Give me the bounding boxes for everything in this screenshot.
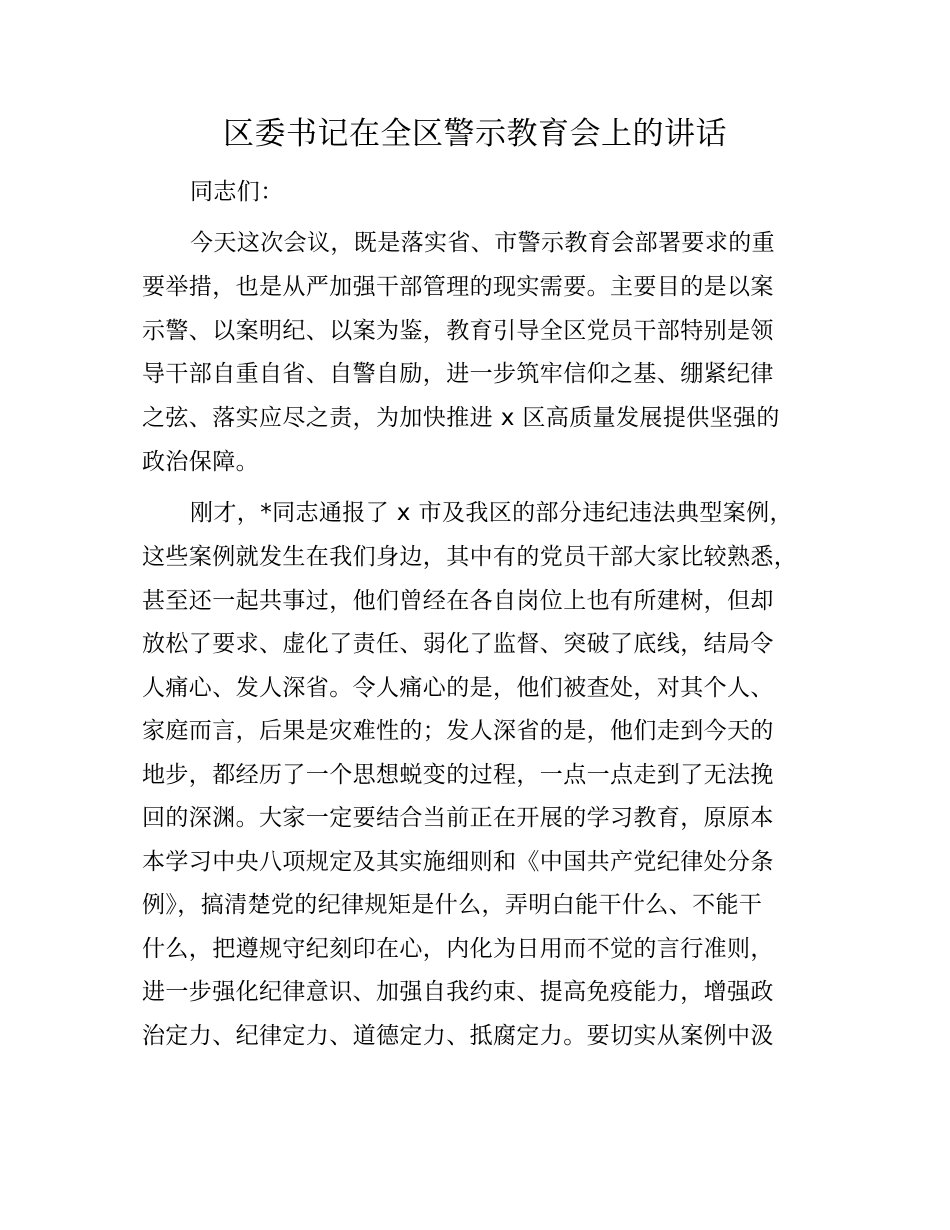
paragraph-line: 进一步强化纪律意识、加强自我约束、提高免疫能力，增强政: [142, 979, 774, 1005]
paragraph-line: 放松了要求、虚化了责任、弱化了监督、突破了底线，结局令: [142, 631, 774, 657]
paragraph-line: 今天这次会议，既是落实省、市警示教育会部署要求的重: [190, 230, 775, 256]
paragraph-line: 例》，搞清楚党的纪律规矩是什么，弄明白能干什么、不能干: [142, 892, 763, 918]
paragraph-line: 这些案例就发生在我们身边，其中有的党员干部大家比较熟悉，: [142, 544, 798, 570]
salutation: 同志们：: [190, 179, 284, 205]
paragraph-line: 回的深渊。大家一定要结合当前正在开展的学习教育，原原本: [142, 805, 774, 831]
paragraph-line: 地步，都经历了一个思想蜕变的过程，一点一点走到了无法挽: [142, 762, 774, 788]
paragraph-line: 导干部自重自省、自警自励，进一步筑牢信仰之基、绷紧纪律: [142, 361, 774, 387]
paragraph-line: 治定力、纪律定力、道德定力、抵腐定力。要切实从案例中汲: [142, 1023, 774, 1049]
paragraph-line: 本学习中央八项规定及其实施细则和《中国共产党纪律处分条: [142, 849, 774, 875]
paragraph-line: 要举措，也是从严加强干部管理的现实需要。主要目的是以案: [142, 274, 774, 300]
paragraph-line: 什么，把遵规守纪刻印在心，内化为日用而不觉的言行准则，: [142, 936, 774, 962]
paragraph-line: 甚至还一起共事过，他们曾经在各自岗位上也有所建树，但却: [142, 588, 774, 614]
paragraph-line: 示警、以案明纪、以案为鉴，教育引导全区党员干部特别是领: [142, 318, 774, 344]
document-title: 区委书记在全区警示教育会上的讲话: [223, 116, 727, 152]
paragraph-line: 政治保障。: [142, 449, 259, 475]
paragraph-line: 之弦、落实应尽之责，为加快推进 x 区高质量发展提供坚强的: [142, 405, 780, 431]
paragraph-line: 人痛心、发人深省。令人痛心的是，他们被查处，对其个人、: [142, 675, 774, 701]
paragraph-line: 家庭而言，后果是灾难性的；发人深省的是，他们走到今天的: [142, 718, 774, 744]
paragraph-line: 刚才，*同志通报了 x 市及我区的部分违纪违法典型案例，: [190, 500, 793, 526]
